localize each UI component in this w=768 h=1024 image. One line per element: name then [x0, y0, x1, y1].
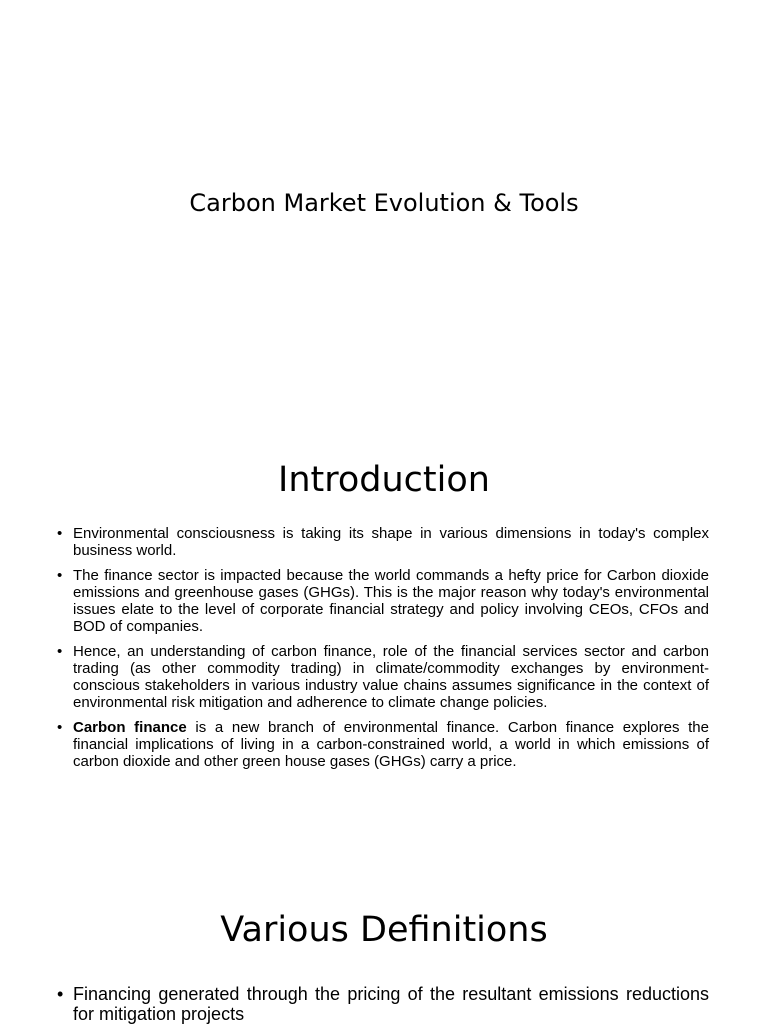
list-item: [57, 984, 709, 1024]
bold-term: Carbon finance: [73, 719, 187, 736]
list-item: [57, 525, 709, 559]
bullet-text: is a new branch of environmental finance. Carbon finance explores the financial implications of living in a carbon-constrained world, a world in which emissions of carbon dioxide and other green house gases (GHGs) carry a price.: [73, 719, 709, 770]
introduction-bullet-list: [57, 525, 709, 778]
list-item: [57, 567, 709, 635]
bullet-text: Financing generated through the pricing of the resultant emissions reductions for mitigation projects: [73, 984, 709, 1024]
bullet-icon: •: [57, 719, 63, 736]
bullet-icon: •: [57, 567, 63, 584]
bullet-text: Hence, an understanding of carbon finance, role of the financial services sector and carbon trading (as other commodity trading) in climate/commodity exchanges by environment-conscious stakeholders in various industry value chains assumes significance in the context of environmental risk mitigation and adherence to climate change policies.: [73, 643, 709, 711]
definitions-heading: Various Definitions: [220, 910, 548, 950]
bullet-icon: •: [57, 643, 63, 660]
definitions-bullet-list: [57, 984, 709, 1024]
bullet-icon: •: [57, 984, 64, 1004]
document-title: Carbon Market Evolution & Tools: [189, 189, 579, 217]
bullet-text: The finance sector is impacted because the world commands a hefty price for Carbon dioxide emissions and greenhouse gases (GHGs). This is the major reason why today's environmental issues elate to the level of corporate financial strategy and policy involving CEOs, CFOs and BOD of companies.: [73, 567, 709, 635]
list-item: [57, 643, 709, 711]
bullet-text: Environmental consciousness is taking its shape in various dimensions in today's complex business world.: [73, 525, 709, 559]
introduction-heading: Introduction: [278, 460, 490, 500]
bullet-icon: •: [57, 525, 63, 542]
list-item: [57, 719, 709, 770]
